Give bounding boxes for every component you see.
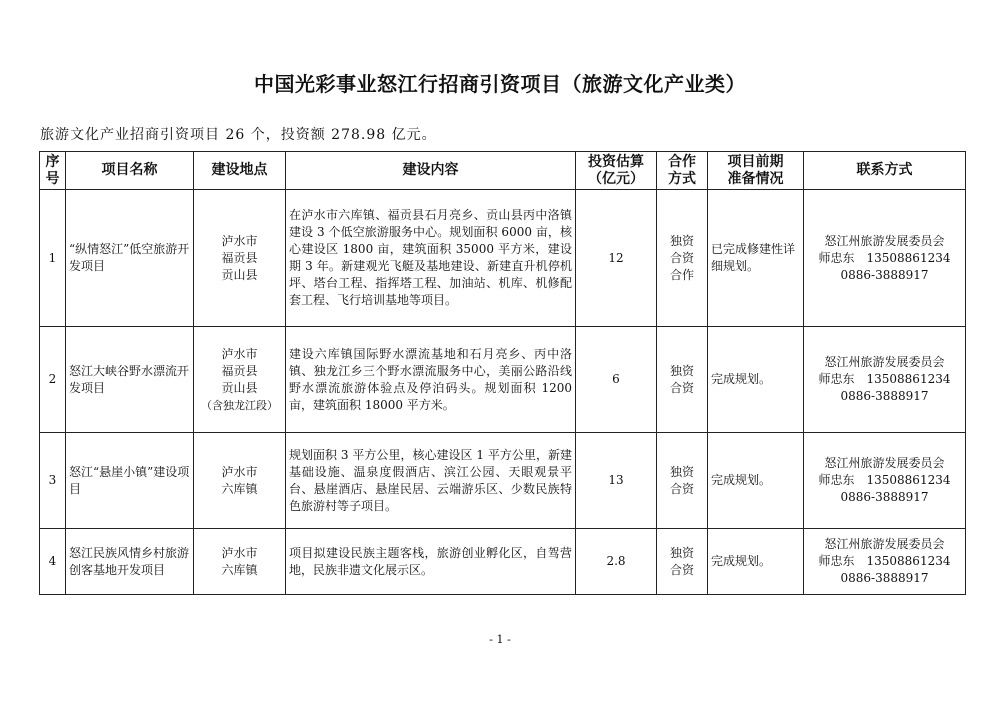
cell-location: 泸水市 福贡县 贡山县 — [194, 190, 286, 327]
cell-cooperation: 独资 合资 合作 — [657, 190, 708, 327]
table-row — [40, 190, 966, 327]
cell-name: 怒江民族风情乡村旅游创客基地开发项目 — [66, 529, 194, 595]
cell-preparation: 完成规划。 — [708, 327, 804, 433]
cell-location: 泸水市 福贡县 贡山县 （含独龙江段） — [194, 327, 286, 433]
header-preparation: 项目前期 准备情况 — [708, 152, 804, 190]
projects-table — [39, 151, 966, 595]
table-row — [40, 433, 966, 529]
cell-preparation: 完成规划。 — [708, 529, 804, 595]
cell-name: 怒江“悬崖小镇”建设项目 — [66, 433, 194, 529]
cell-investment: 2.8 — [576, 529, 657, 595]
cell-location: 泸水市 六库镇 — [194, 529, 286, 595]
cell-location: 泸水市 六库镇 — [194, 433, 286, 529]
header-location: 建设地点 — [194, 152, 286, 190]
cell-preparation: 完成规划。 — [708, 433, 804, 529]
location-note: （含独龙江段） — [201, 398, 278, 412]
summary-text: 旅游文化产业招商引资项目 26 个，投资额 278.98 亿元。 — [40, 127, 437, 143]
page-title: 中国光彩事业怒江行招商引资项目（旅游文化产业类） — [254, 72, 746, 96]
table-row — [40, 529, 966, 595]
header-content: 建设内容 — [286, 152, 576, 190]
cell-content: 在泸水市六库镇、福贡县石月亮乡、贡山县丙中洛镇建设 3 个低空旅游服务中心。规划面积 6000 亩，核心建设区 1800 亩，建筑面积 35000 平方米，建设期 3 年。新建观光飞艇及基地建设、新建直升机停机坪、塔台工程、指挥塔工程、加油站、机库、机修配套工程、飞行培训基地等项目。 — [286, 190, 576, 327]
table-header-row — [40, 152, 966, 190]
cell-contact: 怒江州旅游发展委员会 师忠东 13508861234 0886-3888917 — [804, 433, 966, 529]
cell-contact: 怒江州旅游发展委员会 师忠东 13508861234 0886-3888917 — [804, 327, 966, 433]
cell-contact: 怒江州旅游发展委员会 师忠东 13508861234 0886-3888917 — [804, 190, 966, 327]
cell-cooperation: 独资 合资 — [657, 327, 708, 433]
header-contact: 联系方式 — [804, 152, 966, 190]
cell-content: 规划面积 3 平方公里，核心建设区 1 平方公里，新建基础设施、温泉度假酒店、滨江公园、天眼观景平台、悬崖酒店、悬崖民居、云端游乐区、少数民族特色旅游村等子项目。 — [286, 433, 576, 529]
cell-seq: 1 — [40, 190, 66, 327]
cell-cooperation: 独资 合资 — [657, 433, 708, 529]
cell-seq: 2 — [40, 327, 66, 433]
header-name: 项目名称 — [66, 152, 194, 190]
cell-preparation: 已完成修建性详细规划。 — [708, 190, 804, 327]
cell-seq: 3 — [40, 433, 66, 529]
cell-investment: 13 — [576, 433, 657, 529]
cell-name: “纵情怒江”低空旅游开发项目 — [66, 190, 194, 327]
table-row — [40, 327, 966, 433]
cell-content: 建设六库镇国际野水漂流基地和石月亮乡、丙中洛镇、独龙江乡三个野水漂流服务中心，美丽公路沿线野水漂流旅游体验点及停泊码头。规划面积 1200 亩，建筑面积 18000 平方米。 — [286, 327, 576, 433]
cell-seq: 4 — [40, 529, 66, 595]
cell-investment: 6 — [576, 327, 657, 433]
page-number: - 1 - — [489, 633, 511, 646]
cell-investment: 12 — [576, 190, 657, 327]
header-investment: 投资估算 （亿元） — [576, 152, 657, 190]
cell-content: 项目拟建设民族主题客栈，旅游创业孵化区，自驾营地，民族非遗文化展示区。 — [286, 529, 576, 595]
cell-name: 怒江大峡谷野水漂流开发项目 — [66, 327, 194, 433]
header-seq: 序 号 — [40, 152, 66, 190]
cell-contact: 怒江州旅游发展委员会 师忠东 13508861234 0886-3888917 — [804, 529, 966, 595]
cell-cooperation: 独资 合资 — [657, 529, 708, 595]
header-cooperation: 合作 方式 — [657, 152, 708, 190]
